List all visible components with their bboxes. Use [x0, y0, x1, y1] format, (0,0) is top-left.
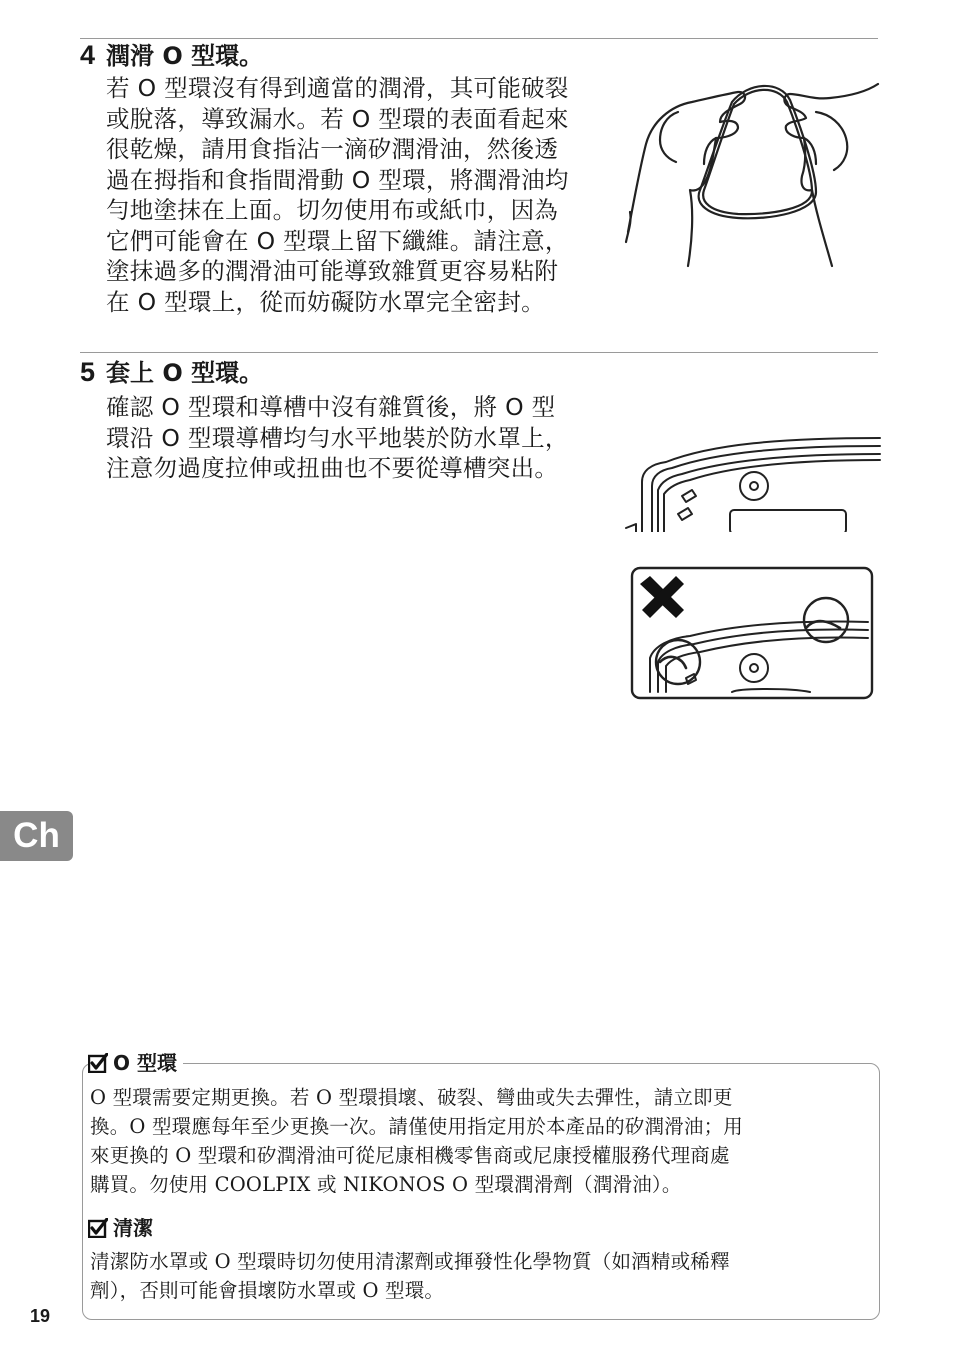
step-4-number: 4 — [80, 40, 96, 70]
checkbox-icon — [88, 1218, 108, 1238]
left-hand — [628, 92, 745, 266]
step-5-line: 確認 O 型環和導槽中沒有雜質後，將 O 型 — [106, 393, 556, 421]
step-4-line: 在 O 型環上，從而妨礙防水罩完全密封。 — [106, 287, 545, 316]
step-5-heading — [80, 357, 263, 388]
step-4-line: 若 O 型環沒有得到適當的潤滑，其可能破裂 — [106, 74, 569, 102]
step-4-line: 勻地塗抹在上面。切勿使用布或紙巾，因為 — [106, 196, 559, 224]
step-5-line: 注意勿過度拉伸或扭曲也不要從導槽突出。 — [106, 454, 559, 482]
lcd-window-outline — [730, 510, 846, 534]
oring-note-title: O 型環 — [113, 1051, 177, 1075]
step-5-rule — [80, 352, 878, 353]
checkbox-icon — [88, 1053, 108, 1073]
oring-note-line: 換。O 型環應每年至少更換一次。請僅使用指定用於本產品的矽潤滑油；用 — [90, 1115, 743, 1138]
step-5-number: 5 — [80, 357, 96, 387]
cleaning-note-title: 清潔 — [113, 1216, 153, 1240]
housing-oring-fitted-illustration — [622, 434, 884, 534]
screw-hole — [740, 472, 768, 500]
oring-note-line: 來更換的 O 型環和矽潤滑油可從尼康相機零售商或尼康授權服務代理商處 — [90, 1144, 730, 1167]
step-4-heading — [80, 40, 263, 71]
oring-note-line: O 型環需要定期更換。若 O 型環損壞、破裂、彎曲或失去彈性，請立即更 — [90, 1086, 733, 1109]
cleaning-note-line: 清潔防水罩或 O 型環時切勿使用清潔劑或揮發性化學物質（如酒精或稀釋 — [90, 1250, 730, 1273]
step-5-line: 環沿 O 型環導槽均勻水平地裝於防水罩上， — [106, 423, 569, 452]
lubricate-oring-hands-illustration — [620, 72, 882, 272]
step-4-line: 或脫落，導致漏水。若 O 型環的表面看起來 — [106, 104, 569, 133]
oring-note-heading — [88, 1050, 183, 1076]
page-number: 19 — [30, 1306, 51, 1326]
oring-note-line: 購買。勿使用 COOLPIX 或 NIKONOS O 型環潤滑劑（潤滑油）。 — [90, 1173, 682, 1196]
oring-note-body — [90, 1083, 874, 1199]
cleaning-note-heading — [88, 1215, 159, 1241]
step-4-title: 潤滑 O 型環。 — [106, 42, 264, 70]
housing-oring-incorrect-illustration — [630, 566, 876, 702]
chapter-tab: Ch — [0, 811, 73, 861]
step-4-line: 它們可能會在 O 型環上留下纖維。請注意， — [106, 226, 569, 255]
step-4-body — [106, 73, 612, 317]
step-4-line: 塗抹過多的潤滑油可能導致雜質更容易粘附 — [106, 257, 559, 285]
step-5-body — [106, 392, 612, 484]
step-4-line: 過在拇指和食指間滑動 O 型環，將潤滑油均 — [106, 165, 569, 194]
top-rule — [80, 38, 878, 39]
step-4-line: 很乾燥，請用食指沾一滴矽潤滑油，然後透 — [106, 135, 559, 163]
right-hand — [784, 84, 878, 266]
cleaning-note-line: 劑），否則可能會損壞防水罩或 O 型環。 — [90, 1279, 445, 1302]
step-5-title: 套上 O 型環。 — [106, 359, 264, 387]
cleaning-note-body — [90, 1247, 874, 1305]
